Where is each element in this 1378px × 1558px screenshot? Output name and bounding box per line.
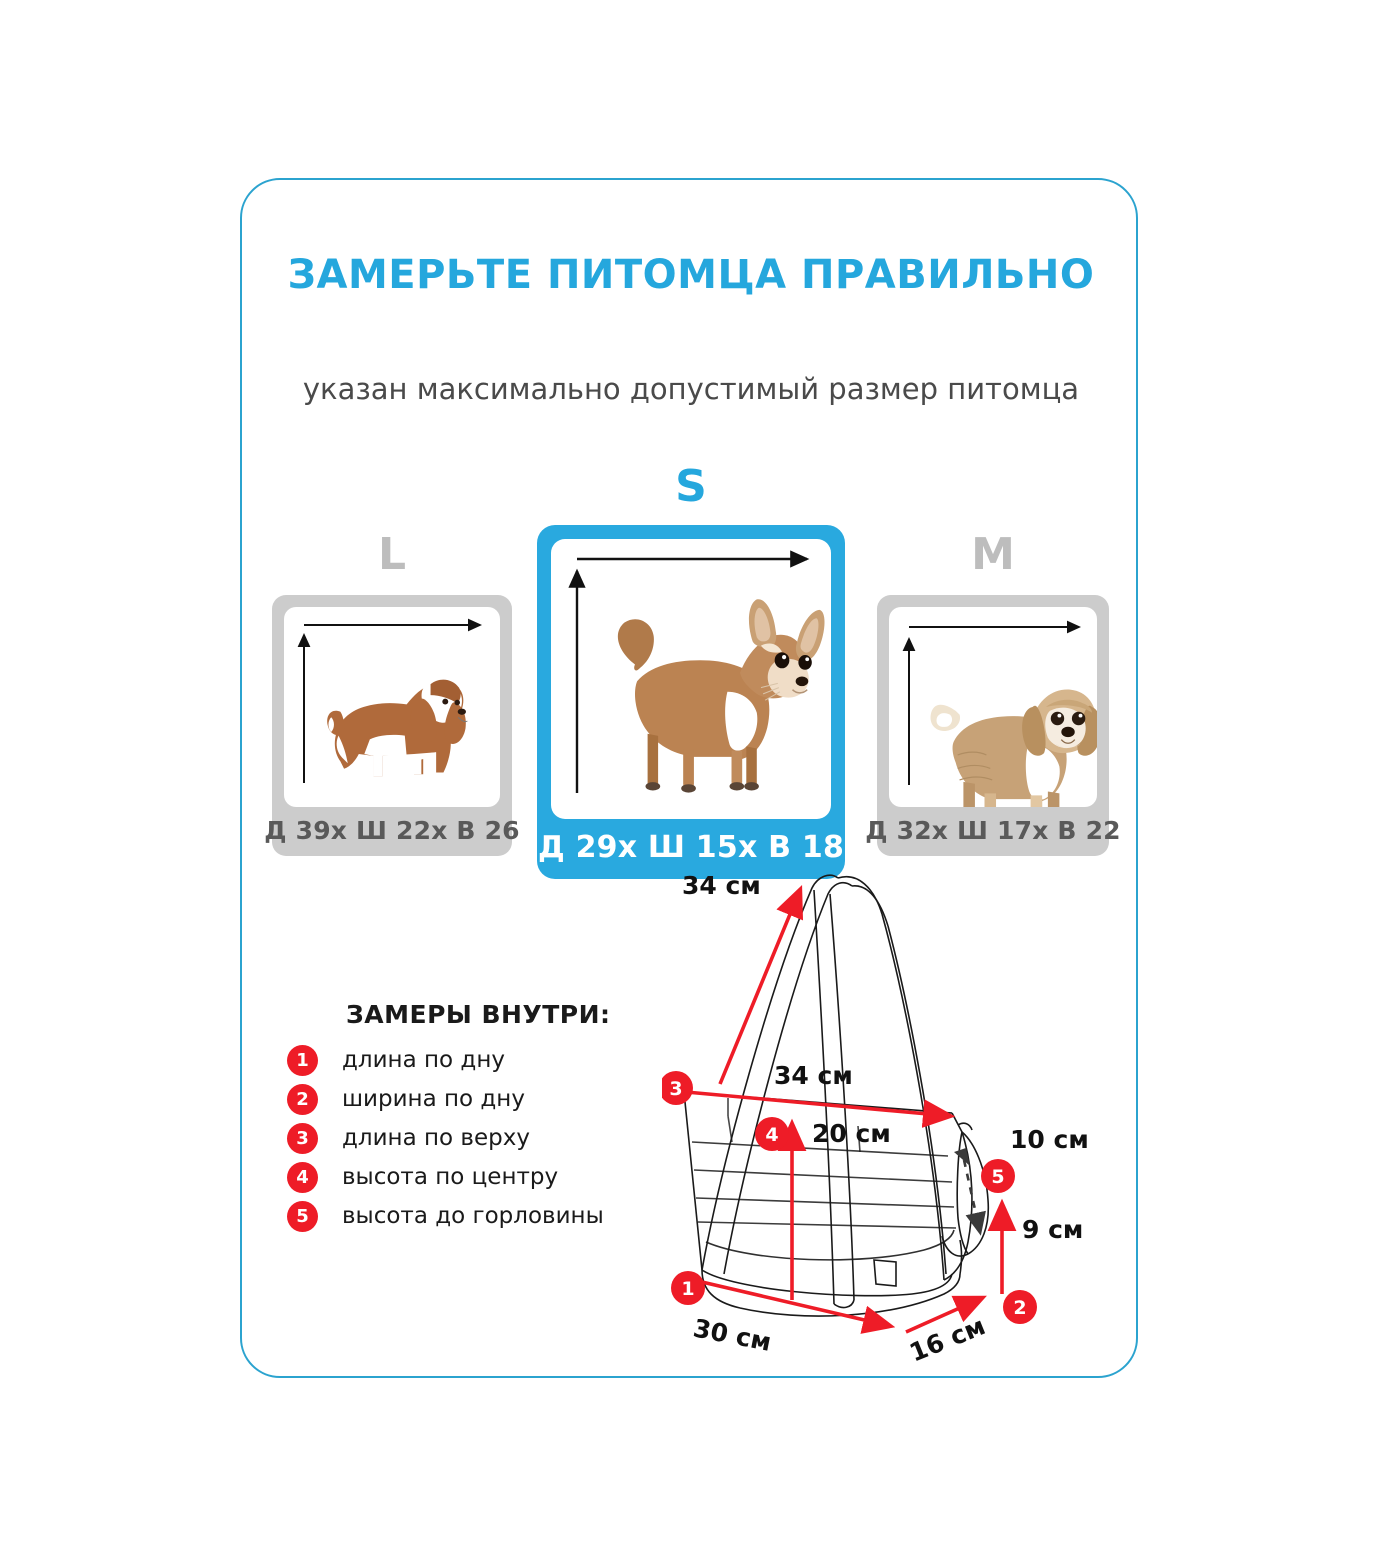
label-top-length: 34 см: [774, 1061, 853, 1090]
label-bottom-length: 30 см: [690, 1313, 774, 1357]
measurements-legend: [287, 1000, 677, 1238]
dog-photo-panel-l: [284, 607, 500, 807]
svg-text:1: 1: [681, 1278, 695, 1300]
svg-text:3: 3: [669, 1078, 683, 1100]
list-item: [287, 1199, 677, 1233]
size-dims-s: Д 29х Ш 15х В 18: [538, 830, 845, 865]
svg-text:4: 4: [765, 1124, 779, 1146]
size-dims-m: Д 32х Ш 17х В 22: [865, 816, 1121, 845]
legend-label-4: высота по центру: [342, 1164, 559, 1190]
legend-label-5: высота до горловины: [342, 1203, 604, 1229]
size-dims-l: Д 39х Ш 22х В 26: [264, 816, 520, 845]
carrier-bag-diagram: [662, 870, 1132, 1370]
legend-label-1: длина по дну: [342, 1047, 505, 1073]
bag-marker-3: [662, 1071, 693, 1105]
legend-badge-1: 1: [287, 1045, 318, 1076]
legend-badge-5: 5: [287, 1201, 318, 1232]
list-item: [287, 1121, 677, 1155]
page-title: ЗАМЕРЬТЕ ПИТОМЦА ПРАВИЛЬНО: [287, 252, 1095, 298]
svg-text:2: 2: [1013, 1297, 1027, 1319]
bag-marker-4: [755, 1117, 789, 1151]
size-letter-l: L: [377, 529, 407, 580]
shih-tzu-icon: [889, 607, 1097, 807]
page-subtitle: указан максимально допустимый размер питомца: [302, 372, 1080, 406]
svg-text:5: 5: [991, 1166, 1005, 1188]
dog-photo-panel-s: [551, 539, 831, 819]
size-card-m[interactable]: [865, 529, 1121, 856]
label-handle-drop: 34 см: [682, 871, 761, 900]
legend-badge-2: 2: [287, 1084, 318, 1115]
list-item: [287, 1043, 677, 1077]
list-item: [287, 1160, 677, 1194]
label-neck-height: 9 см: [1022, 1215, 1084, 1244]
handle-drop-arrow: [720, 890, 800, 1084]
label-opening: 10 см: [1010, 1125, 1089, 1154]
bag-marker-1: [671, 1271, 705, 1305]
infographic-frame: [240, 178, 1138, 1378]
bag-marker-2: [1003, 1290, 1037, 1324]
legend-label-3: длина по верху: [342, 1125, 530, 1151]
cavalier-king-charles-spaniel-icon: [284, 607, 500, 807]
chihuahua-icon: [551, 539, 831, 819]
size-card-s[interactable]: [537, 461, 845, 879]
legend-label-2: ширина по дну: [342, 1086, 525, 1112]
bag-marker-5: [981, 1159, 1015, 1193]
list-item: [287, 1082, 677, 1116]
legend-badge-3: 3: [287, 1123, 318, 1154]
legend-title: ЗАМЕРЫ ВНУТРИ:: [346, 1000, 611, 1029]
dog-photo-panel-m: [889, 607, 1097, 807]
size-cards-row: [242, 461, 1140, 900]
label-center-height: 20 см: [812, 1119, 891, 1148]
size-letter-s: S: [675, 461, 707, 512]
label-bottom-width: 16 см: [905, 1311, 990, 1368]
top-length-arrow: [686, 1092, 950, 1116]
size-letter-m: M: [971, 529, 1015, 580]
size-card-l[interactable]: [264, 529, 520, 856]
legend-badge-4: 4: [287, 1162, 318, 1193]
